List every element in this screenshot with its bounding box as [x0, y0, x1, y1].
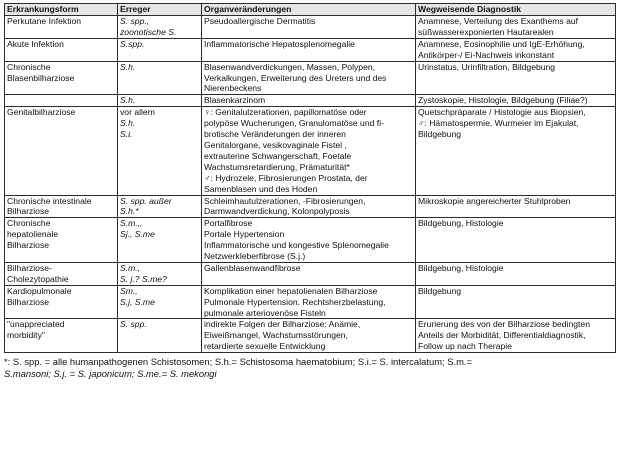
- cell-organveraenderungen: [202, 195, 416, 218]
- cell-organveraenderungen: [202, 95, 416, 107]
- cell-line: Cholezytopathie: [7, 273, 69, 284]
- table-row: [5, 319, 616, 353]
- cell-erkrankungsform: [5, 195, 118, 218]
- cell-line: Anamnese, Eosinophilie und IgE-Erhöhung,: [418, 38, 585, 49]
- cell-erreger: [118, 38, 202, 61]
- cell-line: Netzwerkleberfibrose (S.j.): [204, 251, 306, 262]
- cell-line: Perkutane Infektion: [7, 16, 82, 26]
- cell-line: Akute Infektion: [7, 38, 64, 49]
- cell-line: ♀: Genitalulzerationen, papillomatöse oder: [204, 107, 367, 118]
- cell-erreger: [118, 95, 202, 107]
- table-row: [5, 195, 616, 218]
- cell-erreger: [118, 285, 202, 319]
- cell-diagnostik: [416, 262, 616, 285]
- column-header-organveraenderungen: Organveränderungen: [202, 4, 416, 16]
- cell-line: Chronische: [7, 218, 51, 229]
- cell-line: brotische Veränderungen der inneren: [204, 129, 346, 140]
- cell-erkrankungsform: [5, 319, 118, 353]
- cell-organveraenderungen: [202, 38, 416, 61]
- column-header-erkrankungsform: Erkrankungsform: [5, 4, 118, 16]
- cell-diagnostik: [416, 218, 616, 263]
- cell-line: Zystoskopie, Histologie, Bildgebung (Filiae?): [418, 95, 588, 106]
- cell-line: Portalfibrose: [204, 218, 253, 229]
- cell-line: S.i.: [120, 129, 133, 140]
- table-row: [5, 107, 616, 195]
- cell-line: S.j, S.me: [120, 296, 155, 307]
- table-row: [5, 16, 616, 39]
- cell-organveraenderungen: [202, 107, 416, 195]
- cell-erkrankungsform: [5, 107, 118, 195]
- cell-organveraenderungen: [202, 218, 416, 263]
- cell-organveraenderungen: [202, 285, 416, 319]
- cell-erkrankungsform: [5, 38, 118, 61]
- cell-line: Pseudoallergische Dermatitis: [204, 16, 316, 26]
- cell-line: Genitalbilharziose: [7, 107, 76, 118]
- cell-line: Follow up nach Therapie: [418, 341, 512, 352]
- cell-line: Blasenbilharziose: [7, 72, 75, 83]
- table-row: [5, 95, 616, 107]
- cell-line: indirekte Folgen der Bilharziose: Anämie,: [204, 319, 361, 330]
- cell-line: S. spp.,: [120, 16, 150, 26]
- cell-line: Pulmonale Hypertension. Rechtsherzbelastung,: [204, 296, 386, 307]
- cell-line: Mikroskopie angereicherter Stuhlproben: [418, 195, 571, 206]
- cell-erkrankungsform: [5, 285, 118, 319]
- cell-line: Bildgebung: [418, 129, 462, 140]
- cell-diagnostik: [416, 61, 616, 95]
- cell-line: Bilharziose: [7, 206, 50, 217]
- cell-erreger: [118, 107, 202, 195]
- table-header-row: [5, 4, 616, 16]
- cell-erkrankungsform: [5, 61, 118, 95]
- cell-diagnostik: [416, 38, 616, 61]
- cell-line: morbidity": [7, 330, 45, 341]
- cell-erkrankungsform: [5, 95, 118, 107]
- cell-line: S.m.,: [120, 262, 141, 273]
- cell-line: Bilharziose: [7, 296, 50, 307]
- cell-line: Antikörper-/ Ei-Nachweis inkonstant: [418, 49, 555, 60]
- cell-line: S.spp.: [120, 38, 145, 49]
- table-row: [5, 285, 616, 319]
- cell-line: Erurierung des von der Bilharziose bedingten: [418, 319, 590, 330]
- cell-line: retardierte sexuelle Entwicklung: [204, 341, 326, 352]
- cell-line: süßwasserexponierten Hautarealen: [418, 26, 554, 37]
- cell-line: Nierenbeckens: [204, 83, 262, 94]
- cell-erkrankungsform: [5, 16, 118, 39]
- cell-line: Anteils der Morbidität, Differentialdiagnostik,: [418, 330, 586, 341]
- cell-line: Inflammatorische und kongestive Splenomegalie: [204, 240, 389, 251]
- document-page: [4, 3, 615, 380]
- cell-line: Bildgebung, Histologie: [418, 218, 504, 229]
- cell-line: Blasenwandverdickungen, Massen, Polypen,: [204, 61, 376, 72]
- cell-line: Quetschpräparate / Histologie aus Biopsien,: [418, 107, 586, 118]
- table-row: [5, 218, 616, 263]
- cell-line: Kardiopulmonale: [7, 285, 72, 296]
- cell-line: Bilharziose: [7, 240, 50, 251]
- cell-line: Sm.,: [120, 285, 138, 296]
- cell-line: S.h.: [120, 95, 136, 106]
- cell-erkrankungsform: [5, 262, 118, 285]
- cell-line: Wachstumsretardierung, Prämaturität*: [204, 161, 350, 172]
- cell-line: Bildgebung, Histologie: [418, 262, 504, 273]
- footnote-line-1: *: S. spp. = alle humanpathogenen Schistosomen; S.h.= Schistosoma haematobium; S.i.= S. intercalatum; S.m.=: [4, 356, 472, 368]
- cell-line: Anamnese, Verteilung des Exanthems auf: [418, 16, 579, 26]
- cell-erkrankungsform: [5, 218, 118, 263]
- cell-line: S.h.: [120, 61, 136, 72]
- cell-line: Chronische: [7, 61, 51, 72]
- cell-line: Urinstatus, Urinfiltration, Bildgebung: [418, 61, 556, 72]
- cell-line: zoonotische S.: [120, 26, 177, 37]
- cell-line: Sj., S.me: [120, 229, 155, 240]
- cell-line: Gallenblasenwandfibrose: [204, 262, 301, 273]
- cell-diagnostik: [416, 107, 616, 195]
- cell-erreger: [118, 195, 202, 218]
- cell-line: Darmwandverdickung, Kolonpolyposis: [204, 206, 350, 217]
- cell-organveraenderungen: [202, 262, 416, 285]
- cell-diagnostik: [416, 16, 616, 39]
- cell-line: ♂: Hämatospermie, Wurmeier im Ejakulat,: [418, 118, 579, 129]
- cell-erreger: [118, 218, 202, 263]
- cell-line: Verkalkungen, Erweiterung des Ureters und des: [204, 72, 387, 83]
- cell-line: S.h.: [120, 118, 136, 129]
- cell-diagnostik: [416, 319, 616, 353]
- cell-line: ♂: Hydrozele, Fibrosierungen Prostata, der: [204, 172, 368, 183]
- cell-line: hepatolienale: [7, 229, 59, 240]
- cell-line: Bilharziose-: [7, 262, 52, 273]
- cell-erreger: [118, 319, 202, 353]
- cell-line: Inflammatorische Hepatosplenomegalie: [204, 38, 355, 49]
- footnote-line-2: S.mansoni; S.j. = S. japonicum; S.me.= S. mekongi: [4, 368, 217, 380]
- cell-erreger: [118, 61, 202, 95]
- cell-line: Samenblasen und des Hoden: [204, 183, 318, 194]
- cell-line: Chronische intestinale: [7, 195, 92, 206]
- cell-line: S.m.,,: [120, 218, 143, 229]
- cell-line: polypöse Wucherungen, Granulomatöse und fi-: [204, 118, 384, 129]
- cell-line: S. spp. außer: [120, 195, 172, 206]
- footnote: [4, 356, 615, 380]
- cell-organveraenderungen: [202, 16, 416, 39]
- cell-line: S. spp.: [120, 319, 147, 330]
- cell-line: Genitalorgane, vesikovaginale Fistel ,: [204, 139, 347, 150]
- cell-line: extrauterine Schwangerschaft, Foetale: [204, 150, 352, 161]
- cell-organveraenderungen: [202, 319, 416, 353]
- cell-line: Bildgebung: [418, 285, 462, 296]
- cell-line: S. j.? S.me?: [120, 273, 167, 284]
- table-row: [5, 38, 616, 61]
- cell-line: Schleimhautulzerationen, -Fibrosierungen,: [204, 195, 366, 206]
- column-header-erreger: Erreger: [118, 4, 202, 16]
- cell-erreger: [118, 262, 202, 285]
- table-body: [5, 16, 616, 353]
- column-header-diagnostik: Wegweisende Diagnostik: [416, 4, 616, 16]
- table-row: [5, 61, 616, 95]
- cell-erreger: [118, 16, 202, 39]
- cell-diagnostik: [416, 285, 616, 319]
- cell-diagnostik: [416, 195, 616, 218]
- cell-diagnostik: [416, 95, 616, 107]
- cell-line: Komplikation einer hepatolienalen Bilharziose: [204, 285, 378, 296]
- cell-organveraenderungen: [202, 61, 416, 95]
- cell-line: pulmonale arteriovenöse Fisteln: [204, 307, 326, 318]
- cell-line: S.h.*: [120, 206, 139, 217]
- cell-line: Blasenkarzinom: [204, 95, 266, 106]
- cell-line: Portale Hypertension: [204, 229, 285, 240]
- cell-line: "unappreciated: [7, 319, 65, 330]
- bilharziose-table: [4, 3, 616, 353]
- cell-line: Eiweißmangel, Wachstumsstörungen,: [204, 330, 348, 341]
- table-row: [5, 262, 616, 285]
- cell-line: vor allem: [120, 107, 155, 118]
